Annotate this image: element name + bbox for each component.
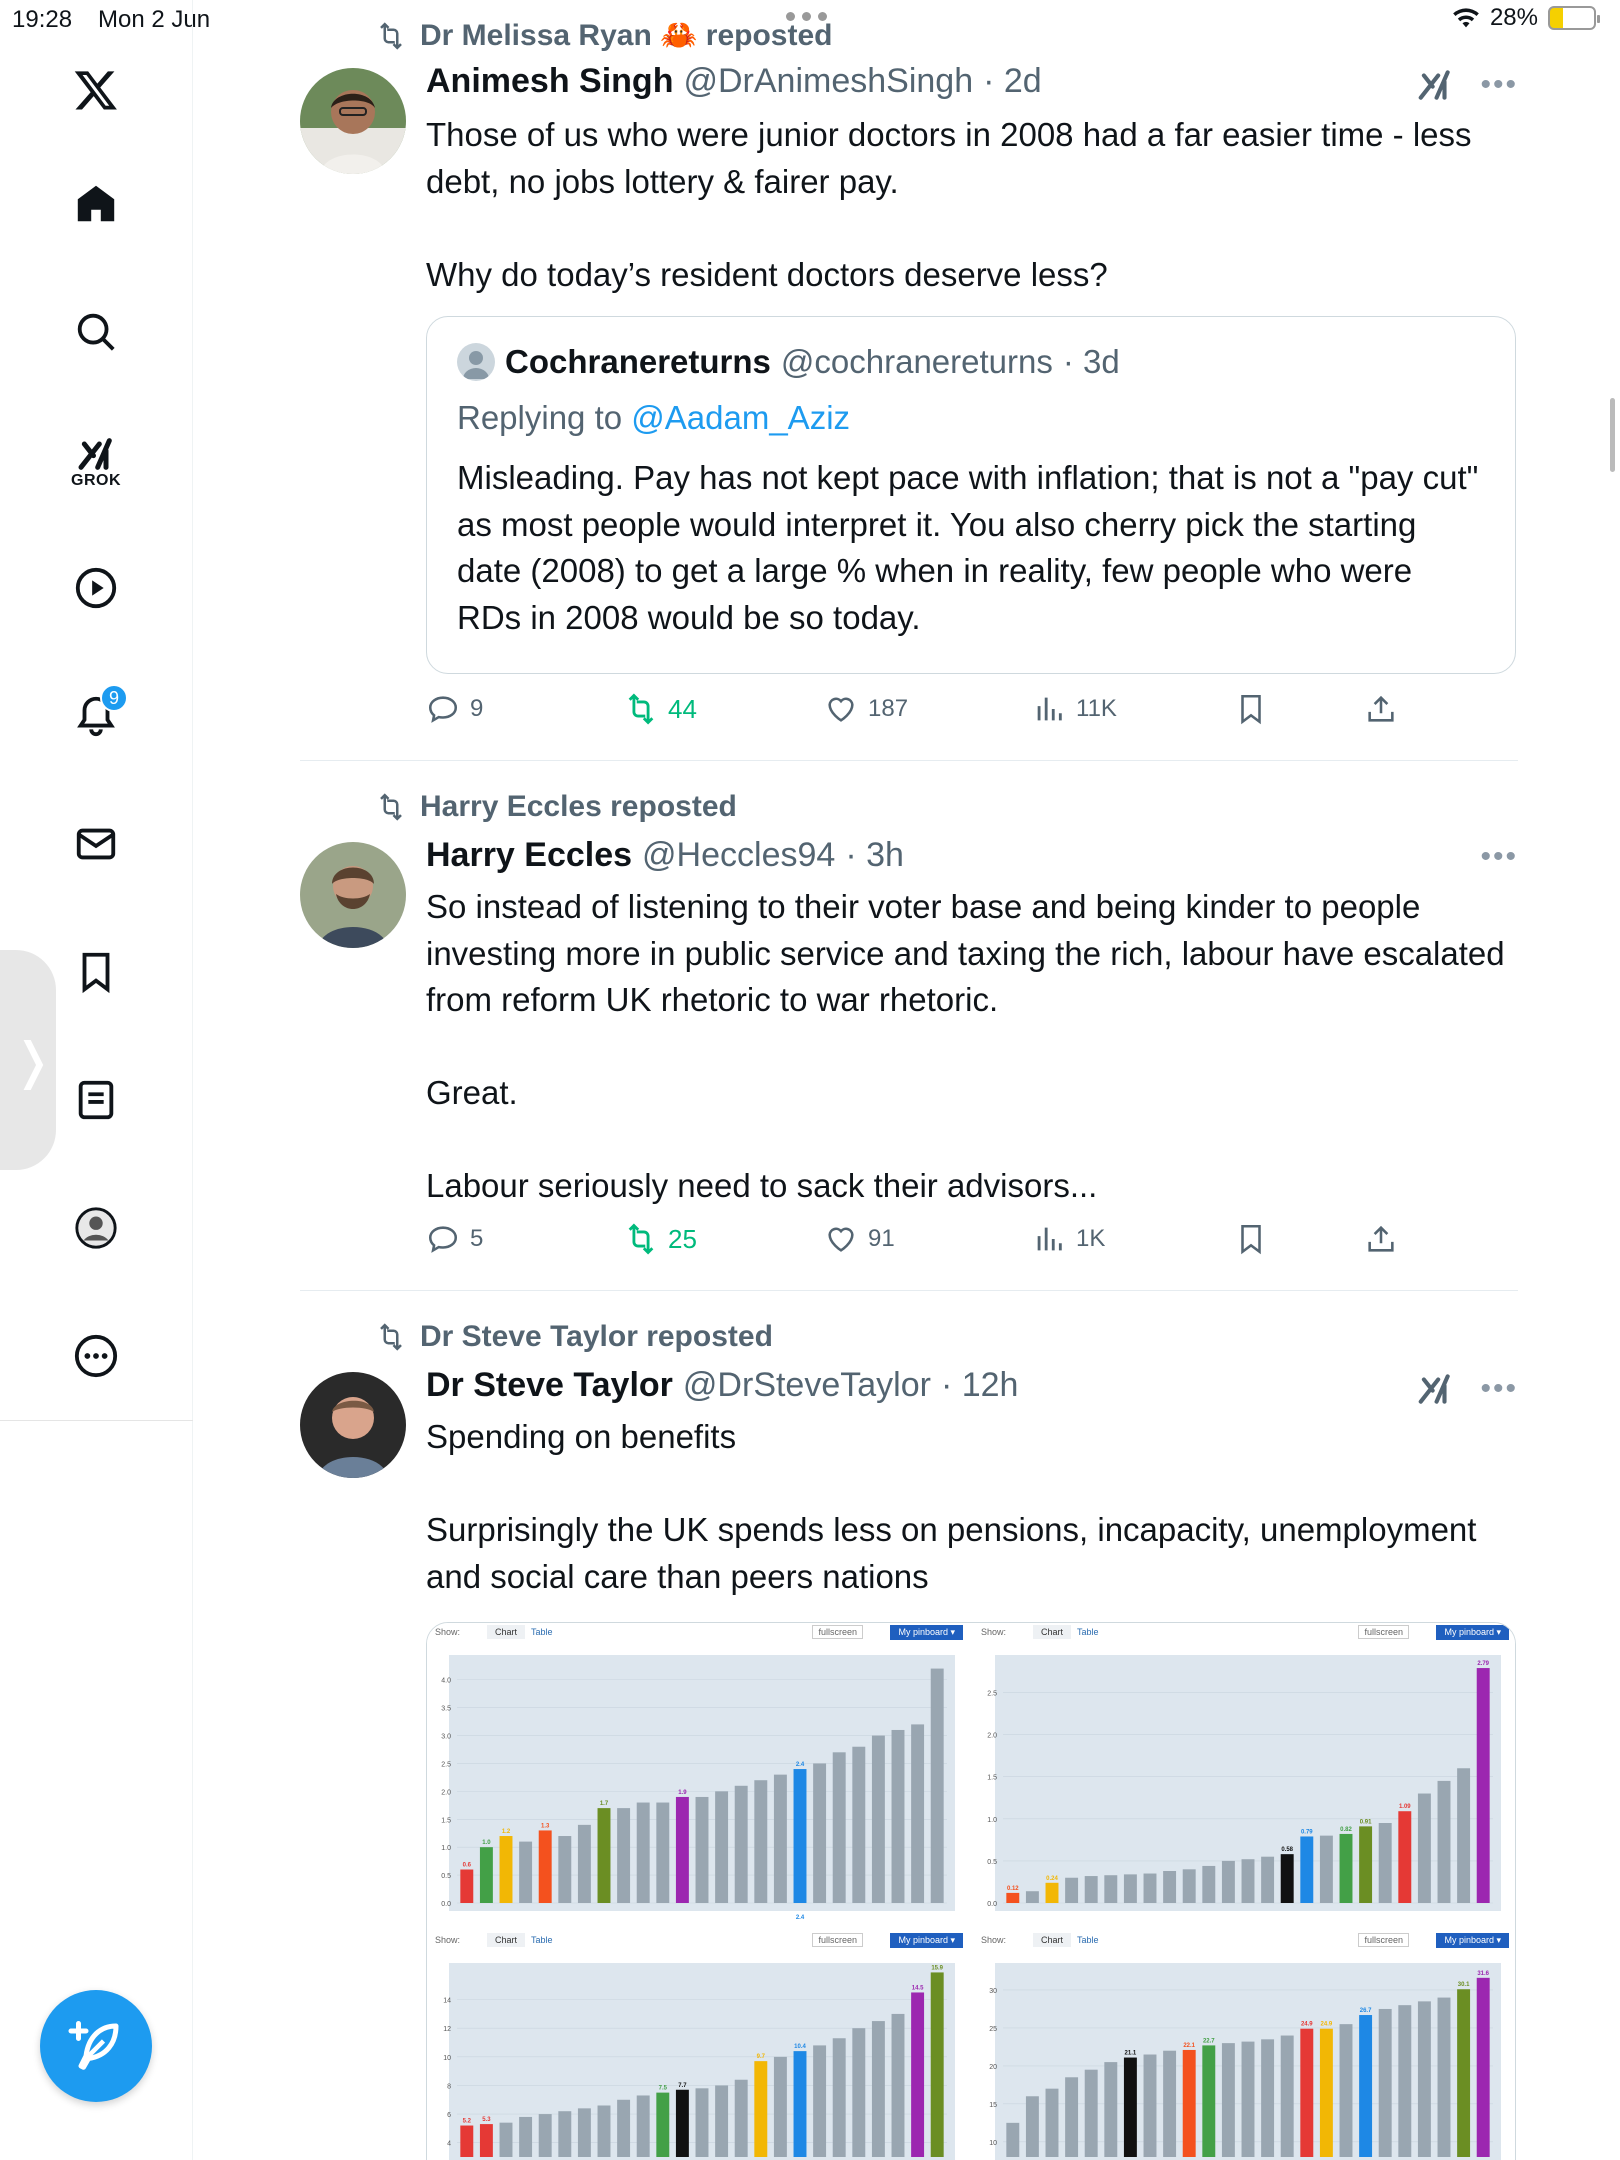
bar xyxy=(617,2100,630,2157)
bar xyxy=(1261,2039,1274,2157)
y-tick-label: 0.0 xyxy=(441,1901,451,1908)
avatar[interactable] xyxy=(300,842,406,948)
bar xyxy=(872,2021,885,2157)
bar xyxy=(852,1747,865,1903)
bar xyxy=(1065,2077,1078,2157)
y-tick-label: 0.5 xyxy=(441,1873,451,1881)
heart-icon xyxy=(824,692,858,726)
bar-chart xyxy=(973,1953,1516,2160)
lists-icon[interactable] xyxy=(60,1064,132,1136)
view-count: 1K xyxy=(1076,1225,1106,1252)
bar xyxy=(617,1808,630,1903)
data-label: 24.9 xyxy=(1320,2021,1333,2028)
bar xyxy=(715,1791,728,1903)
bar xyxy=(1085,2070,1098,2157)
repost-count: 44 xyxy=(668,693,697,724)
wifi-icon xyxy=(1452,7,1480,29)
table-tab[interactable]: Table xyxy=(531,1627,553,1637)
bar xyxy=(558,2111,571,2157)
y-tick-label: 25 xyxy=(989,2025,997,2033)
y-tick-label: 4 xyxy=(447,2140,451,2148)
bar xyxy=(1379,1823,1392,1903)
post-header xyxy=(426,62,1042,101)
bar xyxy=(480,2124,493,2157)
repost-icon xyxy=(376,21,406,51)
post-header-icons xyxy=(1416,1370,1518,1408)
repost-icon xyxy=(376,1322,406,1352)
repost-indicator xyxy=(376,18,833,53)
bar xyxy=(1300,2029,1313,2157)
bar xyxy=(539,1830,552,1903)
bar xyxy=(1359,1826,1372,1903)
data-label: 0.79 xyxy=(1300,1829,1313,1836)
like-count: 91 xyxy=(868,1225,895,1252)
post-time[interactable]: · 3h xyxy=(845,836,904,874)
status-right xyxy=(1452,4,1596,32)
bar xyxy=(558,1836,571,1903)
post-images[interactable] xyxy=(426,1622,1516,2160)
y-tick-label: 2.5 xyxy=(441,1761,451,1769)
more-options-icon[interactable] xyxy=(60,1320,132,1392)
y-tick-label: 12 xyxy=(443,2026,451,2034)
chart-incapacity[interactable] xyxy=(973,1623,1516,1929)
bar xyxy=(1124,2058,1137,2157)
post-divider xyxy=(300,760,1518,761)
replying-to-link[interactable]: @Aadam_Aziz xyxy=(631,399,851,436)
battery-icon xyxy=(1548,6,1596,30)
y-tick-label: 0.0 xyxy=(987,1901,997,1908)
data-label: 9.7 xyxy=(756,2054,765,2061)
bar xyxy=(656,1803,669,1903)
bar xyxy=(1202,2045,1215,2157)
bar xyxy=(1340,1834,1353,1903)
data-label: 24.9 xyxy=(1300,2021,1313,2028)
bookmark-icon xyxy=(1234,692,1268,726)
y-tick-label: 1.0 xyxy=(987,1816,997,1824)
sidebar-handle[interactable] xyxy=(0,950,56,1170)
bar xyxy=(931,1972,944,2157)
bar xyxy=(1438,1781,1451,1903)
more-icon[interactable]: ••• xyxy=(1480,68,1518,101)
reply-count: 9 xyxy=(470,695,484,722)
bar xyxy=(1242,2042,1255,2157)
post-text: Spending on benefits Surprisingly the UK spends less on pensions, incapacity, unemployment and social care than peers nations xyxy=(426,1418,1477,1595)
chart-show-label: Show: xyxy=(435,1935,461,1945)
bar xyxy=(1379,2009,1392,2157)
view-count: 11K xyxy=(1076,695,1117,722)
bar xyxy=(598,2105,611,2157)
bar xyxy=(500,1836,513,1903)
grok-icon[interactable] xyxy=(1416,1370,1454,1408)
bar xyxy=(637,2095,650,2157)
bar xyxy=(813,2045,826,2157)
bar xyxy=(1046,1883,1059,1903)
data-label: 1.7 xyxy=(599,1801,609,1808)
chart-unemployment[interactable] xyxy=(427,1931,971,2160)
fullscreen-button[interactable]: fullscreen xyxy=(812,1625,863,1639)
views-button[interactable] xyxy=(1032,1222,1105,1256)
compose-button[interactable] xyxy=(40,1990,152,2102)
bar xyxy=(1163,1871,1176,1903)
notifications-icon[interactable] xyxy=(60,680,132,752)
y-tick-label: 14 xyxy=(443,1997,451,2005)
quoted-post[interactable] xyxy=(426,316,1516,674)
chart-tab[interactable]: Chart xyxy=(487,1933,525,1947)
bar xyxy=(1144,1874,1157,1903)
repost-count: 25 xyxy=(668,1223,697,1254)
fullscreen-button[interactable]: fullscreen xyxy=(1358,1625,1409,1639)
chart-tab[interactable]: Chart xyxy=(1033,1625,1071,1639)
bar xyxy=(1124,1874,1137,1903)
chart-show-label: Show: xyxy=(981,1627,1007,1637)
bar xyxy=(1183,2050,1196,2157)
bar xyxy=(1281,2036,1294,2157)
data-label: 14.5 xyxy=(911,1985,924,1992)
repost-icon xyxy=(624,692,658,726)
fullscreen-button[interactable]: fullscreen xyxy=(812,1933,863,1947)
bar xyxy=(1026,1891,1039,1903)
data-label: 31.6 xyxy=(1477,1970,1490,1977)
bar xyxy=(1006,1893,1019,1903)
bar xyxy=(480,1847,493,1903)
share-button[interactable] xyxy=(1364,692,1398,726)
bar xyxy=(637,1803,650,1903)
y-tick-label: 15 xyxy=(989,2101,997,2109)
y-tick-label: 3.0 xyxy=(441,1733,451,1741)
y-tick-label: 6 xyxy=(447,2112,451,2120)
bar xyxy=(1026,2096,1039,2157)
scrollbar[interactable] xyxy=(1610,398,1615,472)
bar-chart xyxy=(973,1645,1516,1929)
bar xyxy=(519,1842,532,1903)
share-icon xyxy=(1364,1222,1398,1256)
y-tick-label: 2.5 xyxy=(987,1690,997,1698)
data-label: 7.7 xyxy=(678,2082,687,2089)
y-tick-label: 2.0 xyxy=(987,1732,997,1740)
data-label: 1.9 xyxy=(678,1789,687,1796)
bar xyxy=(833,2038,846,2157)
post-header-icons xyxy=(1416,66,1518,104)
y-tick-label: 2.0 xyxy=(441,1789,451,1797)
home-icon[interactable] xyxy=(60,168,132,240)
y-tick-label: 1.5 xyxy=(987,1774,997,1782)
quote-time: · 3d xyxy=(1062,343,1120,380)
y-tick-label: 3.5 xyxy=(441,1705,451,1713)
bar xyxy=(794,1769,807,1903)
bar xyxy=(911,1992,924,2157)
bar-chart xyxy=(427,1645,971,1929)
post-header xyxy=(426,836,904,875)
data-label: 2.4 xyxy=(795,1915,805,1921)
reposted-by: Harry Eccles reposted xyxy=(420,790,737,823)
data-label: 0.24 xyxy=(1046,1875,1058,1882)
chart-tab[interactable]: Chart xyxy=(1033,1933,1071,1947)
bar xyxy=(1144,2055,1157,2157)
bar xyxy=(460,1870,473,1903)
author-handle[interactable]: @DrSteveTaylor xyxy=(682,1366,931,1404)
post-text: Those of us who were junior doctors in 2008 had a far easier time - less debt, no jobs lottery & fairer pay. Why do today’s resident doctors deserve less? xyxy=(426,116,1472,293)
notifications-badge: 9 xyxy=(100,684,128,712)
bar xyxy=(676,1797,689,1903)
bar xyxy=(1163,2051,1176,2157)
bar xyxy=(1398,2005,1411,2157)
data-label: 2.79 xyxy=(1477,1661,1490,1668)
pinboard-button[interactable]: My pinboard ▾ xyxy=(1436,1933,1509,1948)
bar xyxy=(1065,1878,1078,1903)
bar xyxy=(1438,1998,1451,2157)
bar xyxy=(833,1752,846,1903)
bar xyxy=(872,1736,885,1903)
bar xyxy=(1359,2015,1372,2157)
data-label: 0.58 xyxy=(1281,1847,1294,1854)
data-label: 10.4 xyxy=(794,2044,806,2051)
bar xyxy=(794,2051,807,2157)
more-icon[interactable]: ••• xyxy=(1480,1372,1518,1405)
post-header-icons xyxy=(1480,840,1518,874)
bar xyxy=(911,1724,924,1903)
data-label: 30.1 xyxy=(1457,1982,1470,1989)
bar xyxy=(598,1808,611,1903)
chart-social-care[interactable] xyxy=(973,1931,1516,2160)
repost-button[interactable] xyxy=(624,692,697,726)
repost-icon xyxy=(624,1222,658,1256)
fullscreen-button[interactable]: fullscreen xyxy=(1358,1933,1409,1947)
bar xyxy=(754,2061,767,2157)
quote-header xyxy=(457,343,1485,381)
author-handle[interactable]: @DrAnimeshSingh xyxy=(683,62,974,100)
data-label: 2.4 xyxy=(795,1762,805,1769)
pinboard-button[interactable]: My pinboard ▾ xyxy=(890,1933,963,1948)
data-label: 0.82 xyxy=(1340,1826,1352,1833)
post-time[interactable]: · 12h xyxy=(940,1366,1019,1404)
bar xyxy=(715,2085,728,2157)
chart-show-label: Show: xyxy=(981,1935,1007,1945)
data-label: 5.3 xyxy=(482,2117,491,2124)
bar xyxy=(1183,1869,1196,1903)
chart-show-label: Show: xyxy=(435,1627,461,1637)
heart-icon xyxy=(824,1222,858,1256)
bar xyxy=(1477,1668,1490,1903)
post-actions xyxy=(426,692,1516,732)
bar xyxy=(500,2123,513,2157)
bar xyxy=(931,1669,944,1903)
reply-button[interactable] xyxy=(426,1222,483,1256)
y-tick-label: 10 xyxy=(989,2139,997,2147)
compose-feather-icon xyxy=(66,2016,126,2076)
bar xyxy=(1222,1861,1235,1903)
bar xyxy=(813,1763,826,1903)
bar xyxy=(539,2114,552,2157)
bookmarks-icon[interactable] xyxy=(60,936,132,1008)
bar xyxy=(1281,1854,1294,1903)
post-header xyxy=(426,1366,1018,1405)
repost-button[interactable] xyxy=(624,1222,697,1256)
reply-icon xyxy=(426,692,460,726)
bar xyxy=(578,1825,591,1903)
messages-icon[interactable] xyxy=(60,808,132,880)
bar xyxy=(735,2080,748,2157)
data-label: 0.6 xyxy=(462,1862,471,1869)
bar xyxy=(1202,1866,1215,1903)
bookmark-button[interactable] xyxy=(1234,1222,1268,1256)
bar xyxy=(1104,2062,1117,2157)
post-text: So instead of listening to their voter base and being kinder to people investing more in public service and taxing the rich, labour have escalated from reform UK rhetoric to war rhetoric. Great. Labour seriously need to sack their advisors... xyxy=(426,888,1505,1204)
bar xyxy=(1418,1794,1431,1903)
reply-count: 5 xyxy=(470,1225,484,1252)
data-label: 1.3 xyxy=(541,1823,550,1830)
data-label: 7.5 xyxy=(658,2085,667,2092)
bar xyxy=(754,1780,767,1903)
status-date: Mon 2 Jun xyxy=(98,6,211,33)
author-name[interactable]: Dr Steve Taylor xyxy=(426,1366,673,1404)
bar xyxy=(696,2088,709,2157)
like-button[interactable] xyxy=(824,1222,895,1256)
bar xyxy=(696,1797,709,1903)
bar xyxy=(1457,1989,1470,2157)
avatar[interactable] xyxy=(300,68,406,174)
author-name[interactable]: Harry Eccles xyxy=(426,836,633,874)
chart-toolbar xyxy=(973,1623,1516,1645)
bar xyxy=(1477,1978,1490,2157)
share-button[interactable] xyxy=(1364,1222,1398,1256)
views-icon xyxy=(1032,1222,1066,1256)
views-button[interactable] xyxy=(1032,692,1117,726)
bar xyxy=(1398,1811,1411,1903)
y-tick-label: 8 xyxy=(447,2083,451,2091)
video-icon[interactable] xyxy=(60,552,132,624)
quote-author-handle[interactable]: @cochranereturns xyxy=(780,343,1053,380)
data-label: 22.7 xyxy=(1202,2038,1215,2045)
data-label: 0.91 xyxy=(1359,1819,1372,1826)
share-icon xyxy=(1364,692,1398,726)
bar xyxy=(1418,2001,1431,2157)
sidebar-divider xyxy=(0,1420,193,1421)
chart-pensions[interactable] xyxy=(427,1623,971,1929)
post-time[interactable]: · 2d xyxy=(983,62,1042,100)
like-button[interactable] xyxy=(824,692,908,726)
reposted-by: Dr Steve Taylor reposted xyxy=(420,1320,773,1353)
data-label: 22.1 xyxy=(1183,2042,1196,2049)
bar xyxy=(1046,2089,1059,2157)
repost-icon xyxy=(376,792,406,822)
bar xyxy=(1261,1857,1274,1903)
like-count: 187 xyxy=(868,695,909,722)
bar xyxy=(735,1786,748,1903)
repost-indicator xyxy=(376,1320,773,1354)
pinboard-button[interactable]: My pinboard ▾ xyxy=(890,1625,963,1640)
data-label: 21.1 xyxy=(1124,2050,1137,2057)
quote-text: Misleading. Pay has not kept pace with inflation; that is not a "pay cut" as most people would interpret it. You also cherry pick the starting date (2008) to get a large % when in reality, few people who were RDs in 2008 would be so today. xyxy=(457,459,1479,636)
bar xyxy=(1340,2024,1353,2157)
bookmark-icon xyxy=(1234,1222,1268,1256)
avatar[interactable] xyxy=(300,1372,406,1478)
bar xyxy=(460,2126,473,2157)
bar xyxy=(656,2093,669,2157)
data-label: 5.2 xyxy=(462,2118,471,2125)
grok-icon[interactable] xyxy=(60,422,132,502)
views-icon xyxy=(1032,692,1066,726)
grok-label: GROK xyxy=(71,472,121,489)
quote-author-name[interactable]: Cochranereturns xyxy=(505,343,771,380)
replying-to: Replying to @Aadam_Aziz xyxy=(457,399,851,436)
y-tick-label: 1.5 xyxy=(441,1817,451,1825)
data-label: 0.12 xyxy=(1006,1885,1019,1892)
pinboard-button[interactable]: My pinboard ▾ xyxy=(1436,1625,1509,1640)
grok-icon[interactable] xyxy=(1416,66,1454,104)
profile-icon[interactable] xyxy=(60,1192,132,1264)
battery-percent: 28% xyxy=(1489,4,1538,31)
table-tab[interactable]: Table xyxy=(1077,1627,1099,1637)
chart-tab[interactable]: Chart xyxy=(487,1625,525,1639)
y-tick-label: 1.0 xyxy=(441,1845,451,1853)
table-tab[interactable]: Table xyxy=(1077,1935,1099,1945)
bar xyxy=(1300,1836,1313,1903)
data-label: 1.09 xyxy=(1398,1804,1411,1811)
chevron-right-icon: ❭ xyxy=(12,1033,54,1089)
y-tick-label: 0.5 xyxy=(987,1858,997,1866)
data-label: 26.7 xyxy=(1359,2008,1372,2015)
bookmark-button[interactable] xyxy=(1234,692,1268,726)
data-label: 15.9 xyxy=(931,1965,944,1972)
bar xyxy=(892,1730,905,1903)
bar xyxy=(852,2028,865,2157)
bar xyxy=(1104,1875,1117,1903)
bar xyxy=(578,2108,591,2157)
bar xyxy=(1242,1859,1255,1903)
bar xyxy=(676,2090,689,2157)
y-tick-label: 4.0 xyxy=(441,1677,451,1685)
author-name[interactable]: Animesh Singh xyxy=(426,62,674,100)
chart-toolbar xyxy=(427,1623,971,1645)
y-tick-label: 30 xyxy=(989,1987,997,1995)
status-time: 19:28 xyxy=(12,6,73,33)
bar xyxy=(519,2117,532,2157)
data-label: 1.0 xyxy=(482,1840,491,1847)
more-icon[interactable]: ••• xyxy=(1480,840,1518,873)
bar xyxy=(1320,1836,1333,1903)
reply-button[interactable] xyxy=(426,692,483,726)
bar xyxy=(1085,1876,1098,1903)
post-actions xyxy=(426,1222,1516,1262)
x-logo-icon[interactable] xyxy=(60,54,132,126)
chart-toolbar xyxy=(427,1931,971,1953)
bar-chart xyxy=(427,1953,971,2160)
bar xyxy=(774,1775,787,1903)
y-tick-label: 10 xyxy=(443,2054,451,2062)
reposted-by: Dr Melissa Ryan 🦀 reposted xyxy=(420,19,833,52)
bar xyxy=(892,2014,905,2157)
data-label: 1.2 xyxy=(501,1829,511,1836)
bar xyxy=(1320,2029,1333,2157)
reply-icon xyxy=(426,1222,460,1256)
repost-indicator xyxy=(376,790,737,824)
search-icon[interactable] xyxy=(60,296,132,368)
bar xyxy=(1006,2123,1019,2157)
quote-avatar xyxy=(457,343,495,381)
bar xyxy=(1457,1768,1470,1903)
bar xyxy=(1222,2043,1235,2157)
y-tick-label: 20 xyxy=(989,2063,997,2071)
bar xyxy=(774,2057,787,2157)
table-tab[interactable]: Table xyxy=(531,1935,553,1945)
chart-toolbar xyxy=(973,1931,1516,1953)
post-divider xyxy=(300,1290,1518,1291)
author-handle[interactable]: @Heccles94 xyxy=(642,836,836,874)
